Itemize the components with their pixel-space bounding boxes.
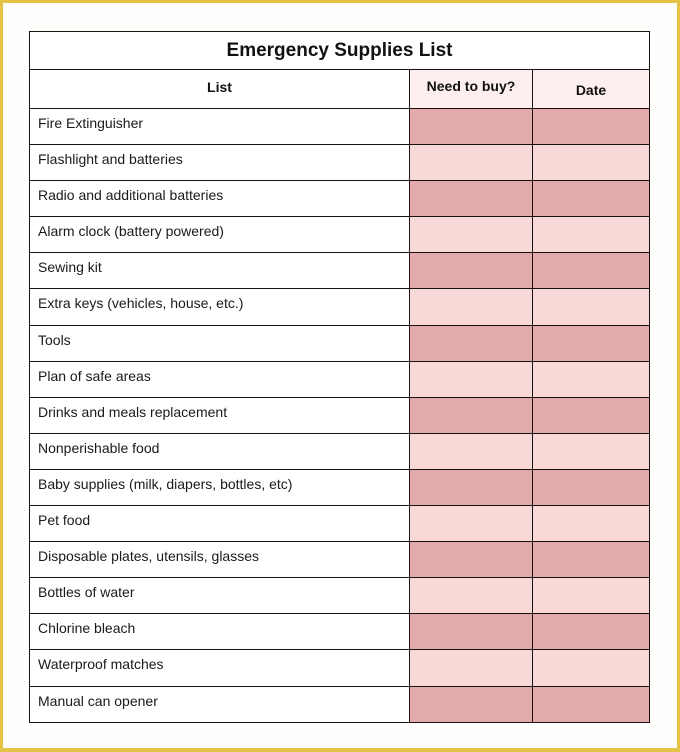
document-title: Emergency Supplies List	[30, 32, 650, 70]
need-to-buy-cell[interactable]	[410, 686, 533, 722]
need-to-buy-cell[interactable]	[410, 542, 533, 578]
supply-item-label: Pet food	[30, 506, 410, 542]
date-cell[interactable]	[533, 506, 650, 542]
supply-item-label: Manual can opener	[30, 686, 410, 722]
date-cell[interactable]	[533, 578, 650, 614]
need-to-buy-cell[interactable]	[410, 109, 533, 145]
date-cell[interactable]	[533, 686, 650, 722]
table-row	[30, 181, 650, 217]
need-to-buy-cell[interactable]	[410, 433, 533, 469]
need-to-buy-cell[interactable]	[410, 650, 533, 686]
need-to-buy-cell[interactable]	[410, 578, 533, 614]
table-row	[30, 614, 650, 650]
table-row	[30, 397, 650, 433]
date-cell[interactable]	[533, 325, 650, 361]
date-cell[interactable]	[533, 469, 650, 505]
date-cell[interactable]	[533, 433, 650, 469]
supply-item-label: Flashlight and batteries	[30, 145, 410, 181]
emergency-supplies-table	[29, 31, 650, 723]
need-to-buy-cell[interactable]	[410, 181, 533, 217]
table-row	[30, 686, 650, 722]
need-to-buy-cell[interactable]	[410, 145, 533, 181]
table-row	[30, 289, 650, 325]
supply-item-label: Alarm clock (battery powered)	[30, 217, 410, 253]
date-cell[interactable]	[533, 650, 650, 686]
table-row	[30, 253, 650, 289]
table-row	[30, 109, 650, 145]
supply-item-label: Baby supplies (milk, diapers, bottles, etc)	[30, 469, 410, 505]
date-cell[interactable]	[533, 217, 650, 253]
table-row	[30, 361, 650, 397]
supply-rows	[30, 109, 650, 723]
supply-item-label: Drinks and meals replacement	[30, 397, 410, 433]
column-header-list: List	[30, 70, 410, 109]
need-to-buy-cell[interactable]	[410, 469, 533, 505]
supply-item-label: Chlorine bleach	[30, 614, 410, 650]
supply-item-label: Plan of safe areas	[30, 361, 410, 397]
table-row	[30, 145, 650, 181]
need-to-buy-cell[interactable]	[410, 325, 533, 361]
need-to-buy-cell[interactable]	[410, 361, 533, 397]
date-cell[interactable]	[533, 181, 650, 217]
table-row	[30, 578, 650, 614]
table-row	[30, 469, 650, 505]
supply-item-label: Radio and additional batteries	[30, 181, 410, 217]
table-row	[30, 506, 650, 542]
table-row	[30, 433, 650, 469]
title-row	[30, 32, 650, 70]
column-header-date: Date	[533, 70, 650, 109]
need-to-buy-cell[interactable]	[410, 253, 533, 289]
need-to-buy-cell[interactable]	[410, 506, 533, 542]
date-cell[interactable]	[533, 361, 650, 397]
need-to-buy-cell[interactable]	[410, 614, 533, 650]
supply-item-label: Bottles of water	[30, 578, 410, 614]
supply-item-label: Fire Extinguisher	[30, 109, 410, 145]
date-cell[interactable]	[533, 614, 650, 650]
supply-item-label: Extra keys (vehicles, house, etc.)	[30, 289, 410, 325]
table-row	[30, 542, 650, 578]
date-cell[interactable]	[533, 109, 650, 145]
date-cell[interactable]	[533, 542, 650, 578]
date-cell[interactable]	[533, 253, 650, 289]
column-header-need-to-buy: Need to buy?	[410, 70, 533, 109]
date-cell[interactable]	[533, 145, 650, 181]
header-row	[30, 70, 650, 109]
need-to-buy-cell[interactable]	[410, 397, 533, 433]
table-row	[30, 325, 650, 361]
need-to-buy-cell[interactable]	[410, 289, 533, 325]
supply-item-label: Sewing kit	[30, 253, 410, 289]
supply-item-label: Disposable plates, utensils, glasses	[30, 542, 410, 578]
supply-item-label: Nonperishable food	[30, 433, 410, 469]
date-cell[interactable]	[533, 289, 650, 325]
need-to-buy-cell[interactable]	[410, 217, 533, 253]
table-row	[30, 217, 650, 253]
table-row	[30, 650, 650, 686]
supply-item-label: Tools	[30, 325, 410, 361]
date-cell[interactable]	[533, 397, 650, 433]
supply-item-label: Waterproof matches	[30, 650, 410, 686]
